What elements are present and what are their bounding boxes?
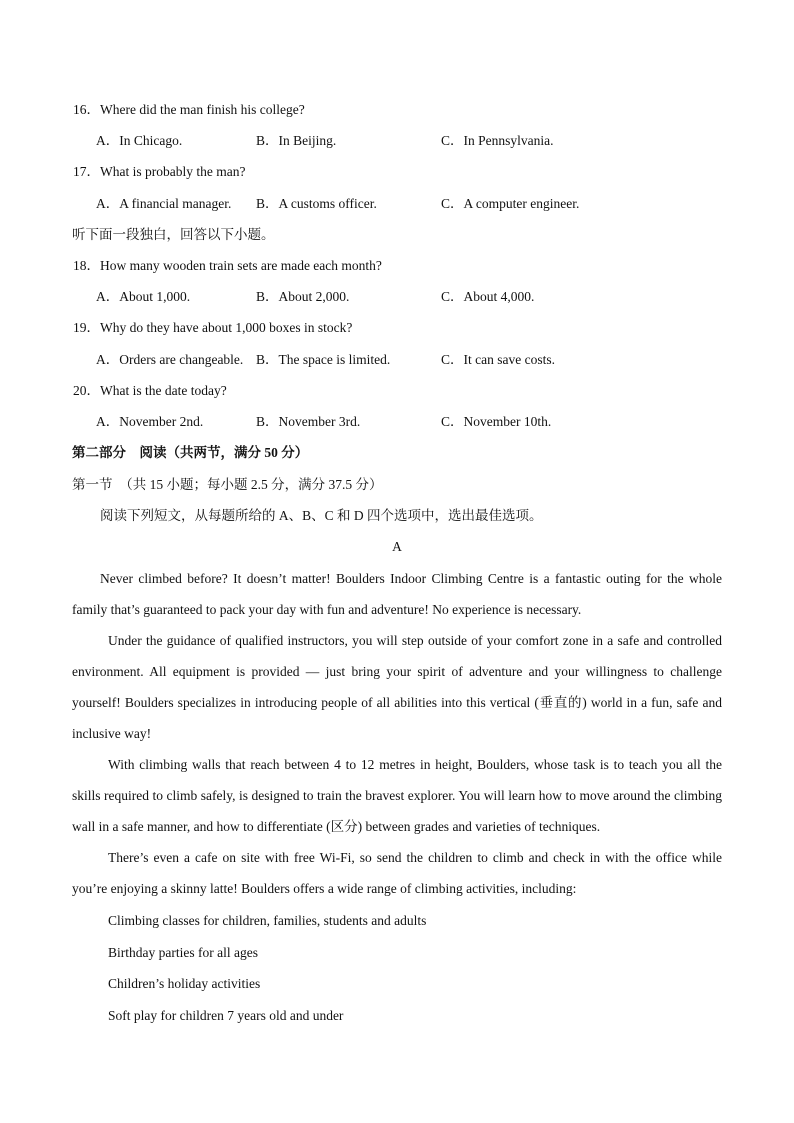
paragraph-3: With climbing walls that reach between 4 to 12 metres in height, Boulders, whose task is to teach you all the skills required to climb safely, is designed to train the bravest explorer. You will learn how to move around the climbing wall in a safe manner, and how to differentiate (区分) between grades and varieties of techniques. (72, 757, 722, 834)
reading-instruction: 阅读下列短文，从每题所给的 A、B、C 和 D 四个选项中，选出最佳选项。 (100, 508, 543, 523)
question-19-option-a: A．Orders are changeable. (96, 352, 244, 367)
paragraph-1: Never climbed before? It doesn’t matter! Boulders Indoor Climbing Centre is a fantastic outing for the whole family that’s guaranteed to pack your day with fun and adventure! No experience is necessary. (72, 571, 722, 617)
question-20-option-a: A．November 2nd. (96, 414, 204, 429)
question-18-option-b: B．About 2,000. (256, 289, 350, 304)
passage-label: A (392, 539, 402, 554)
question-16-stem: 16．Where did the man finish his college? (73, 102, 305, 117)
paragraph-4: There’s even a cafe on site with free Wi-Fi, so send the children to climb and check in with the office while you’re enjoying a skinny latte! Boulders offers a wide range of climbing activities, including: (72, 850, 722, 896)
monologue-instruction: 听下面一段独白，回答以下小题。 (72, 227, 275, 242)
activities-list (108, 905, 426, 1031)
list-item: Birthday parties for all ages (108, 944, 258, 960)
question-18-stem: 18．How many wooden train sets are made each month? (73, 258, 382, 273)
paragraph-2: Under the guidance of qualified instructors, you will step outside of your comfort zone in a safe and controlled environment. All equipment is provided — just bring your spirit of adventure and your willingness to challenge yourself! Boulders specializes in introducing people of all abilities into this vertical (垂直的) world in a fun, safe and inclusive way! (72, 633, 722, 741)
list-item: Children’s holiday activities (108, 976, 261, 991)
question-20-option-c: C．November 10th. (441, 414, 552, 429)
question-20-option-b: B．November 3rd. (256, 414, 361, 429)
question-19-option-c: C．It can save costs. (441, 352, 555, 367)
part2-title: 第二部分 阅读（共两节，满分 50 分） (72, 445, 309, 460)
question-17-option-b: B．A customs officer. (256, 196, 377, 211)
question-17-option-a: A．A financial manager. (96, 196, 232, 211)
question-16-option-b: B．In Beijing. (256, 133, 337, 148)
section1-title: 第一节 （共 15 小题；每小题 2.5 分，满分 37.5 分） (72, 477, 383, 492)
list-item: Climbing classes for children, families, students and adults (108, 913, 427, 928)
list-item: Soft play for children 7 years old and under (108, 1007, 344, 1023)
question-16-option-c: C．In Pennsylvania. (441, 133, 554, 148)
question-19-stem: 19．Why do they have about 1,000 boxes in stock? (73, 320, 353, 335)
passage-body (72, 563, 722, 904)
question-19-option-b: B．The space is limited. (256, 352, 391, 367)
question-17-option-c: C．A computer engineer. (441, 196, 580, 211)
question-18-option-a: A．About 1,000. (96, 289, 191, 304)
question-20-stem: 20．What is the date today? (73, 383, 227, 398)
question-18-option-c: C．About 4,000. (441, 289, 535, 304)
question-16-option-a: A．In Chicago. (96, 133, 183, 148)
question-17-stem: 17．What is probably the man? (73, 164, 246, 179)
